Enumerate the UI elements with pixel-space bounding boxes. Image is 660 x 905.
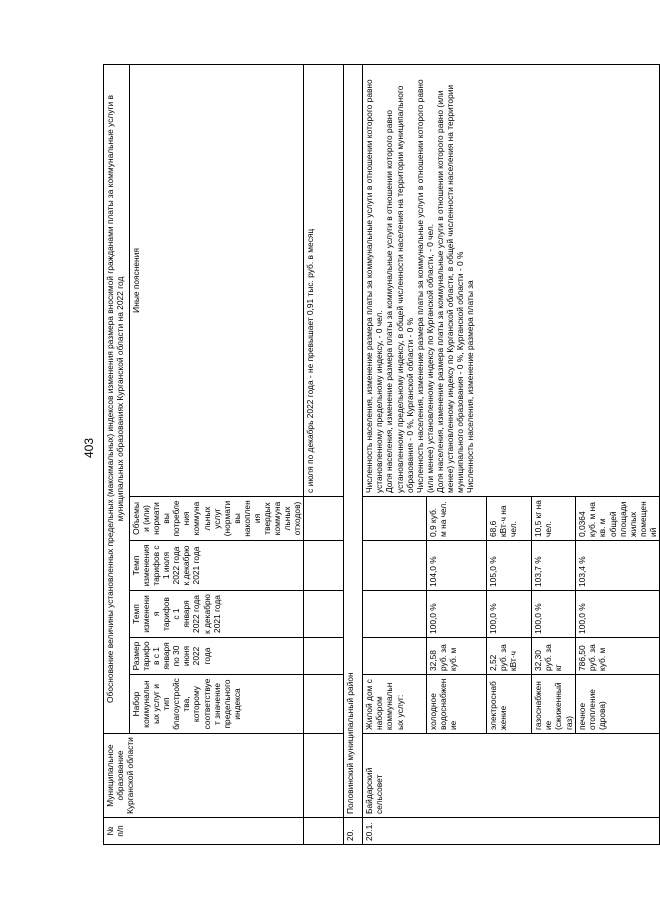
service-rate-jul: 105,0 % bbox=[487, 541, 532, 591]
header-tariff-size: Размер тарифов с 1 января по 30 июня 2022 года bbox=[130, 638, 304, 675]
top-note-row bbox=[304, 64, 344, 844]
header-row-top bbox=[104, 64, 130, 844]
service-rate-jul: 103,4 % bbox=[576, 541, 660, 591]
district-row bbox=[344, 64, 363, 844]
service-rate-jan: 100,0 % bbox=[487, 591, 532, 638]
header-justification: Обоснование величины установленных предельных (максимальных) индексов изменения размера вносимой гражданами платы за коммунальные услуги в муниципальных образованиях Курганской области на 2022 год bbox=[104, 64, 130, 733]
service-name: печное отопление (дрова) bbox=[576, 675, 660, 734]
header-municipality: Муниципальное образование Курганской области bbox=[104, 734, 304, 818]
service-volume: 68,6 кВт·ч на чел. bbox=[487, 497, 532, 541]
service-rate-jul: 104,0 % bbox=[427, 541, 487, 591]
service-volume: 0,0364 куб. м на кв. м общей площади жилых помещений bbox=[576, 497, 660, 541]
header-row-columns bbox=[130, 64, 304, 844]
service-volume: 10,5 кг на чел. bbox=[532, 497, 576, 541]
header-rate-jul: Темп изменения тарифов с 1 июля 2022 года к декабрю 2021 года bbox=[130, 541, 304, 591]
header-num: № п/п bbox=[104, 818, 304, 845]
service-tariff: 32,58 руб. за куб. м bbox=[427, 638, 487, 675]
service-name: газоснабжение (сжиженный газ) bbox=[532, 675, 576, 734]
header-notes: Иные пояснения bbox=[130, 64, 304, 496]
header-volumes: Объемы и (или) нормативы потребления коммунальных услуг (нормативы накопления твердых коммунальных отходов) bbox=[130, 497, 304, 541]
rotated-table-container bbox=[103, 65, 658, 845]
service-name: холодное водоснабжение bbox=[427, 675, 487, 734]
service-rate-jan: 100,0 % bbox=[576, 591, 660, 638]
district-num: 20. bbox=[344, 818, 363, 845]
page-number: 403 bbox=[82, 437, 96, 459]
housing-row bbox=[363, 64, 427, 844]
sub-num: 20.1. bbox=[363, 818, 660, 845]
service-rate-jan: 100,0 % bbox=[532, 591, 576, 638]
housing-label: Жилой дом с набором коммунальных услуг: bbox=[363, 675, 427, 734]
service-tariff: 2,52 руб. за кВт·ч bbox=[487, 638, 532, 675]
header-service-set: Набор коммунальных услуг и тип благоустройства, которому соответствует значение предельного индекса bbox=[130, 675, 304, 734]
district-name: Половинский муниципальный район bbox=[344, 64, 363, 817]
notes-text: Численность населения, изменение размера платы за коммунальные услуги в отношении которого равно установленному предельному индексу, - 0 чел. Доля населения, изменение размера платы за коммунальные услуги в отношении которого равно установленному предельному индексу, в общей численности населения на территории муниципального образования - 0 %, Курганской области - 0 % Численность населения, изменение размера платы за коммунальные услуги в отношении которого равно (или менее) установленному индексу по Курганской области, - 0 чел. Доля населения, изменение размера платы за коммунальные услуги в отношении которого равно (или менее) установленному индексу по Курганской области, в общей численности населения на территории муниципального образования - 0 %, Курганской области - 0 % Численность населения, изменение размера платы за bbox=[363, 64, 660, 496]
service-rate-jan: 100,0 % bbox=[427, 591, 487, 638]
service-rate-jul: 103,7 % bbox=[532, 541, 576, 591]
service-volume: 0,9 куб. м на чел. bbox=[427, 497, 487, 541]
tariff-table bbox=[103, 64, 660, 845]
service-tariff: 32,30 руб. за кг bbox=[532, 638, 576, 675]
top-note: с июля по декабрь 2022 года - не превышает 0,91 тыс. руб. в месяц bbox=[304, 64, 344, 496]
sub-name: Байдарский сельсовет bbox=[363, 734, 660, 818]
service-name: электроснабжение bbox=[487, 675, 532, 734]
service-tariff: 786,50 руб. за куб. м bbox=[576, 638, 660, 675]
header-rate-jan: Темп изменения тарифов с 1 января 2022 года к декабрю 2021 года bbox=[130, 591, 304, 638]
